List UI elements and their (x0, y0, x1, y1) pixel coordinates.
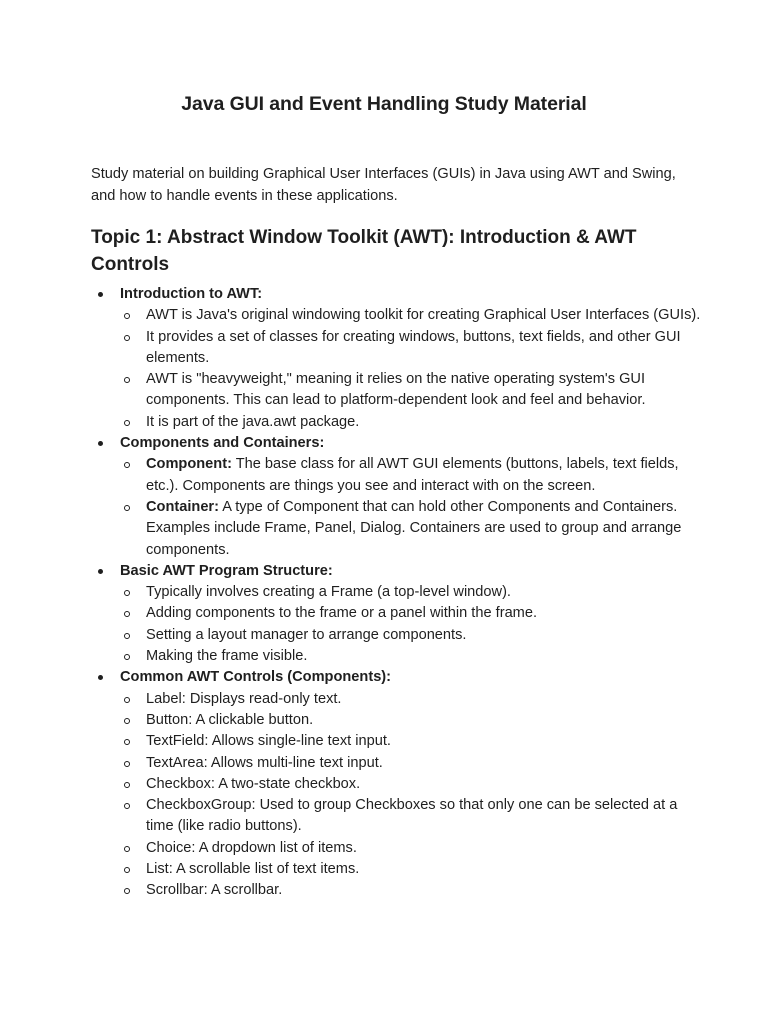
sub-list (120, 305, 701, 433)
section-title: Components and Containers: (120, 435, 325, 452)
list-item (120, 880, 701, 901)
hollow-bullet-icon (124, 611, 130, 617)
list-item (120, 327, 701, 370)
list-item (120, 412, 701, 433)
list-item (120, 753, 701, 774)
list-item-text: AWT is Java's original windowing toolkit for creating Graphical User Interfaces (GUIs). (146, 307, 701, 324)
topic-1-outline (91, 284, 701, 902)
list-item (120, 774, 701, 795)
sub-list (120, 454, 701, 560)
section-title: Introduction to AWT: (120, 286, 263, 302)
list-item-text: Scrollbar: A scrollbar. (146, 882, 283, 899)
sub-list (120, 689, 701, 902)
list-item (120, 603, 701, 624)
list-item-text: Typically involves creating a Frame (a top-level window). (146, 584, 511, 601)
list-item-text: Setting a layout manager to arrange components. (146, 626, 467, 643)
hollow-bullet-icon (124, 739, 130, 745)
section-title: Basic AWT Program Structure: (120, 562, 333, 579)
hollow-bullet-icon (124, 888, 130, 894)
topic-1-heading: Topic 1: Abstract Window Toolkit (AWT): Introduction & AWT Controls (91, 227, 637, 275)
list-item-text: Making the frame visible. (146, 648, 308, 665)
list-item (120, 689, 701, 710)
section-components-and-containers (91, 433, 701, 561)
list-item (120, 497, 701, 561)
hollow-bullet-icon (124, 867, 130, 873)
bullet-icon (98, 441, 103, 446)
list-item-text: TextField: Allows single-line text input. (146, 733, 391, 750)
bullet-icon (98, 675, 103, 680)
list-item (120, 454, 701, 497)
list-item-text: Checkbox: A two-state checkbox. (146, 775, 361, 792)
list-item-text: Label: Displays read-only text. (146, 690, 342, 707)
bullet-icon (98, 292, 103, 297)
hollow-bullet-icon (124, 782, 130, 788)
list-item (120, 795, 701, 838)
hollow-bullet-icon (124, 462, 130, 468)
list-item (120, 582, 701, 603)
list-item (120, 838, 701, 859)
section-introduction-to-awt (91, 284, 701, 433)
list-item-text: Button: A clickable button. (146, 711, 314, 728)
hollow-bullet-icon (124, 313, 130, 319)
bullet-icon (98, 569, 103, 574)
list-item (120, 369, 701, 412)
hollow-bullet-icon (124, 590, 130, 596)
term-label: Component: (146, 456, 232, 473)
hollow-bullet-icon (124, 633, 130, 639)
list-item-text: Choice: A dropdown list of items. (146, 839, 357, 856)
list-item (120, 625, 701, 646)
hollow-bullet-icon (124, 846, 130, 852)
term-label: Container: (146, 498, 219, 515)
hollow-bullet-icon (124, 654, 130, 660)
hollow-bullet-icon (124, 718, 130, 724)
intro-paragraph: Study material on building Graphical User Interfaces (GUIs) in Java using AWT and Swing, and how to handle events in these applications. (91, 166, 676, 204)
list-item-text: Adding components to the frame or a panel within the frame. (146, 605, 538, 622)
hollow-bullet-icon (124, 505, 130, 511)
hollow-bullet-icon (124, 697, 130, 703)
list-item-text: It provides a set of classes for creating windows, buttons, text fields, and other GUI elements. (146, 328, 681, 366)
hollow-bullet-icon (124, 761, 130, 767)
sub-list (120, 582, 701, 667)
list-item (120, 646, 701, 667)
list-item-text: It is part of the java.awt package. (146, 413, 360, 430)
list-item (120, 859, 701, 880)
list-item (120, 731, 701, 752)
hollow-bullet-icon (124, 420, 130, 426)
section-common-awt-controls (91, 667, 701, 901)
list-item (120, 305, 701, 326)
section-title: Common AWT Controls (Components): (120, 669, 392, 686)
term-definition: The base class for all AWT GUI elements (buttons, labels, text fields, etc.). Components are things you see and interact with on the screen. (146, 456, 679, 494)
list-item (120, 710, 701, 731)
list-item-text: TextArea: Allows multi-line text input. (146, 754, 383, 771)
term-definition: A type of Component that can hold other Components and Containers. Examples include Frame, Panel, Dialog. Containers are used to group and arrange components. (146, 498, 682, 558)
hollow-bullet-icon (124, 335, 130, 341)
section-basic-awt-program-structure (91, 561, 701, 667)
list-item-text: AWT is "heavyweight," meaning it relies on the native operating system's GUI components. This can lead to platform-dependent look and feel and behavior. (146, 371, 646, 409)
document-title: Java GUI and Event Handling Study Material (181, 93, 587, 115)
hollow-bullet-icon (124, 377, 130, 383)
list-item-text: List: A scrollable list of text items. (146, 861, 360, 878)
list-item-text: CheckboxGroup: Used to group Checkboxes so that only one can be selected at a time (like radio buttons). (146, 797, 678, 835)
hollow-bullet-icon (124, 803, 130, 809)
